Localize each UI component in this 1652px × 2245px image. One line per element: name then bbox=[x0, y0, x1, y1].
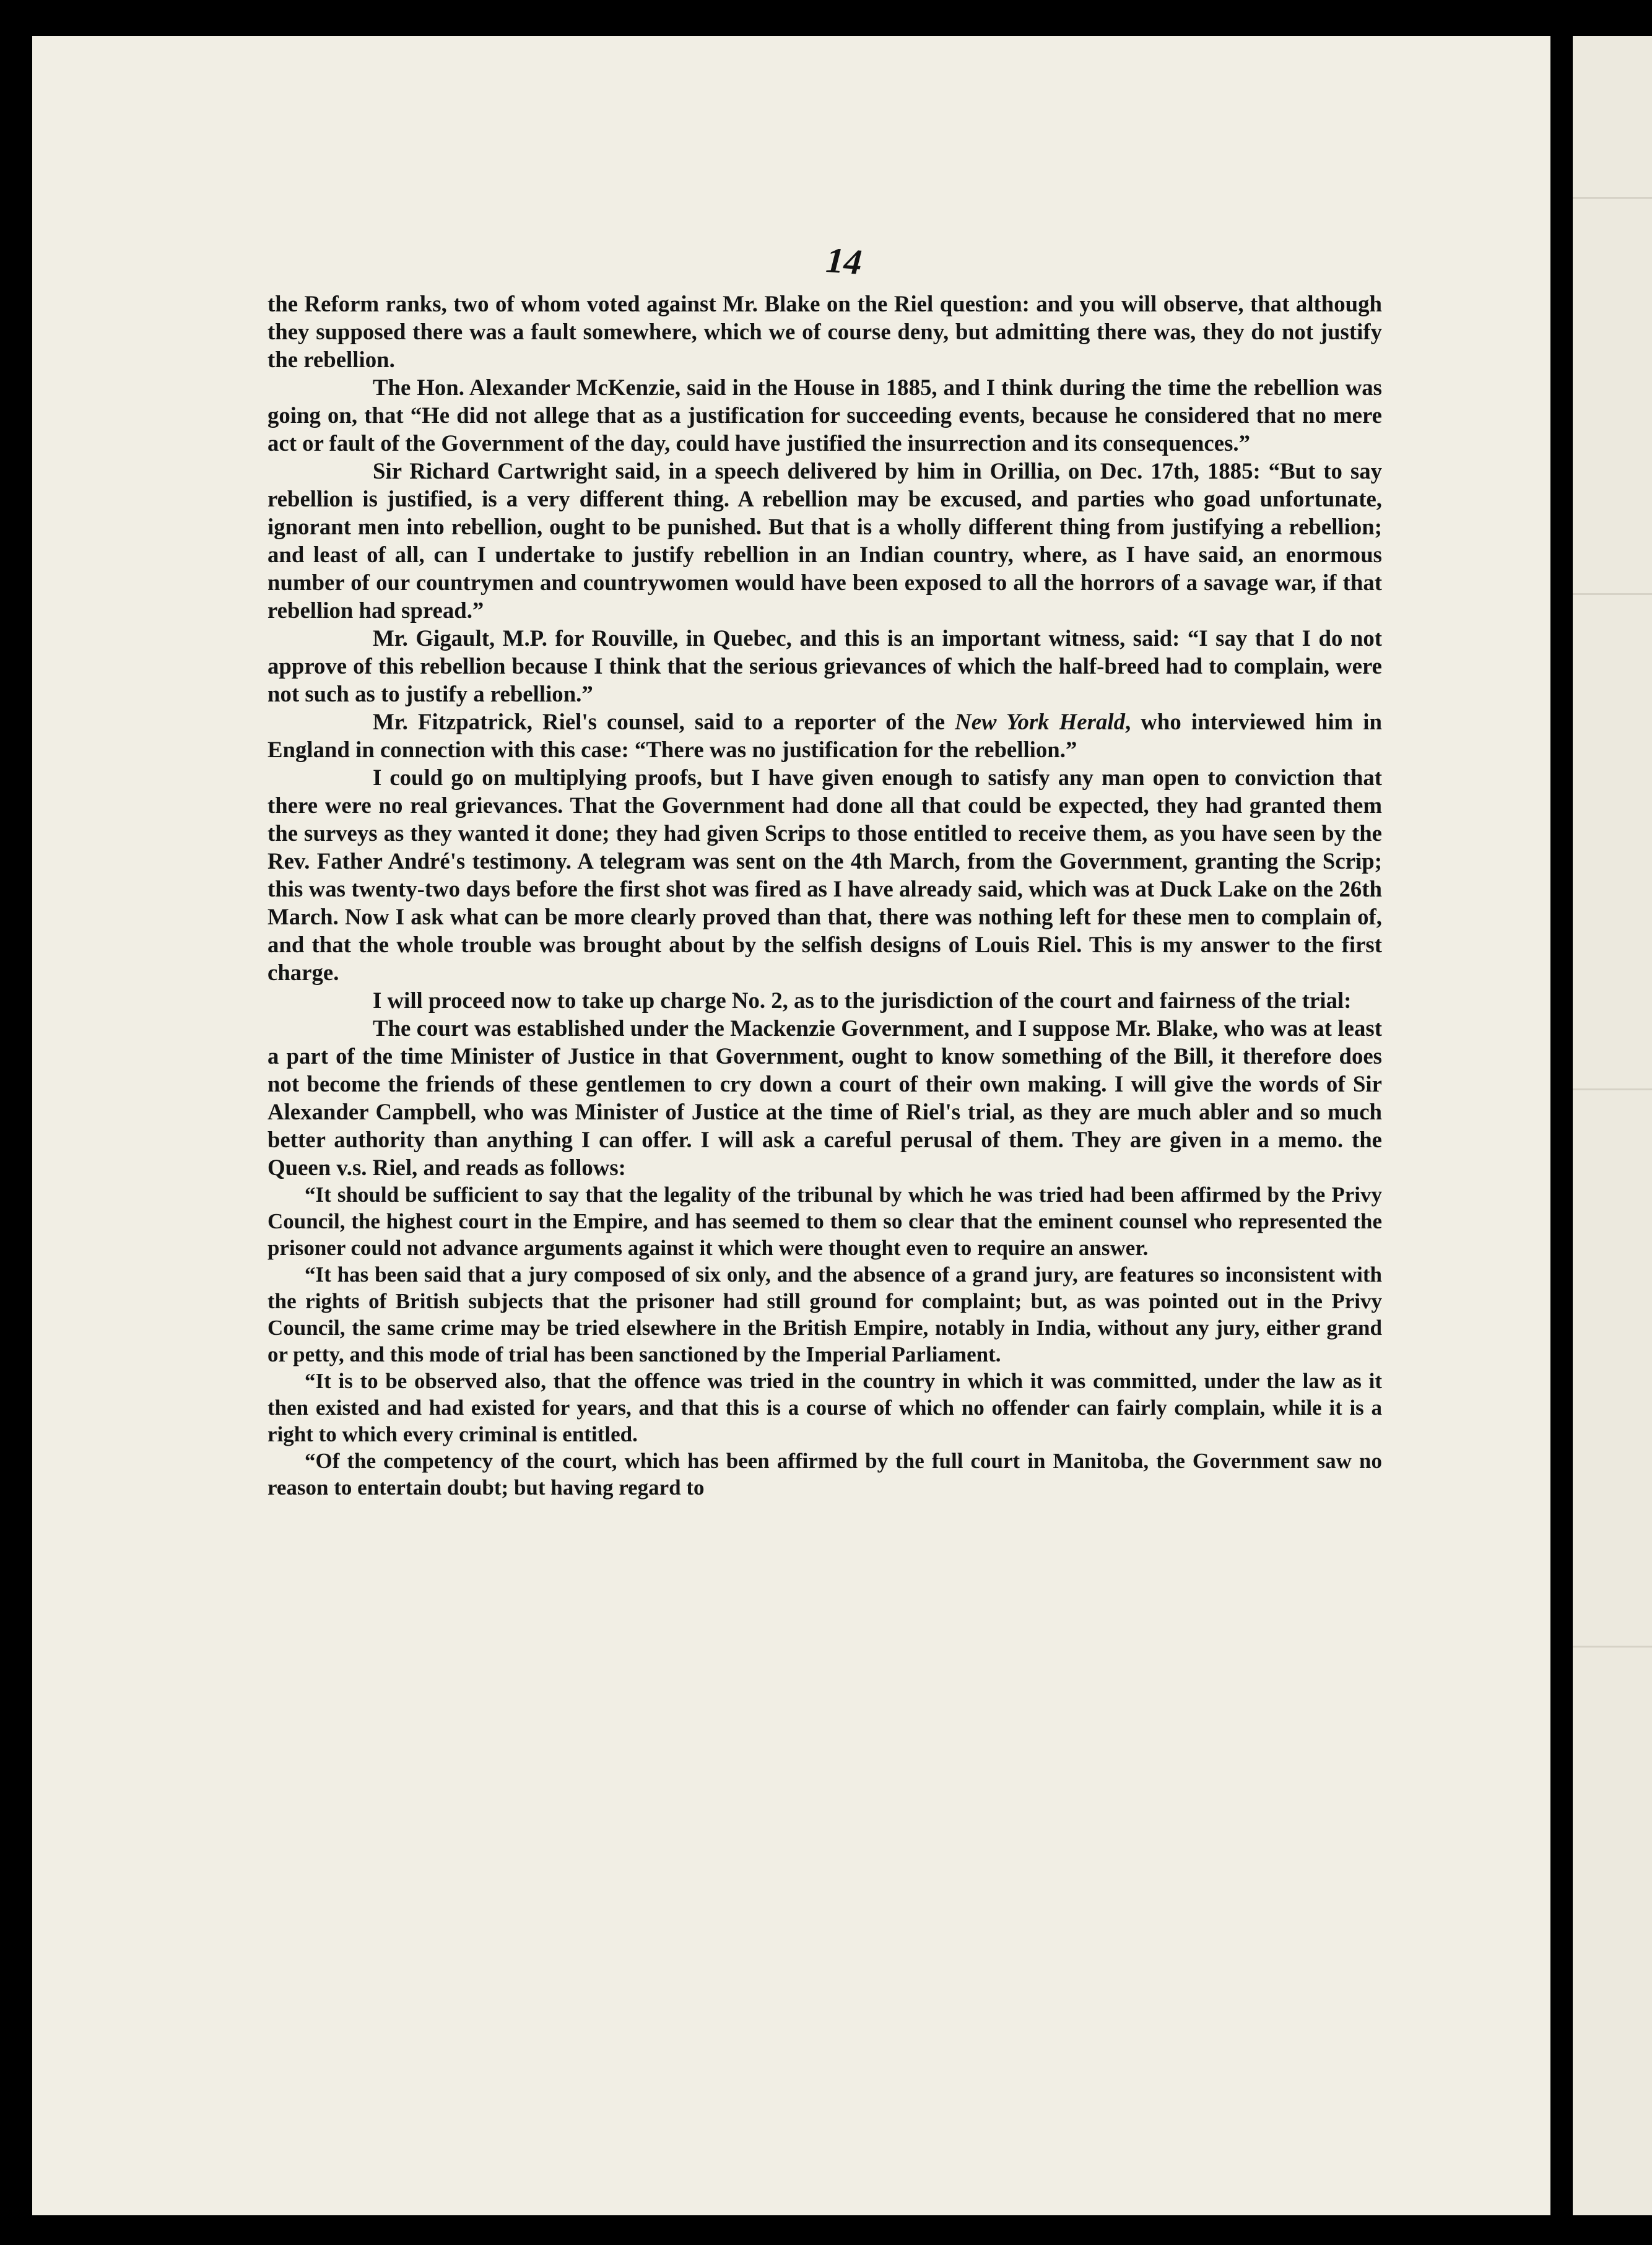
paragraph: the Reform ranks, two of whom voted against Mr. Blake on the Riel question: and you will observe, that although they supposed there was a fault somewhere, which we of course deny, but admitting there was, they do not justify the rebellion. bbox=[267, 291, 1382, 372]
paragraph: “Of the competency of the court, which has been affirmed by the full court in Manitoba, the Government saw no reason to entertain doubt; but having regard to bbox=[267, 1449, 1382, 1500]
paragraph: “It has been said that a jury composed of six only, and the absence of a grand jury, are features so inconsistent with the rights of British subjects that the prisoner had still ground for complaint; but, as was pointed out in the Privy Council, the same crime may be tried elsewhere in the British Empire, notably in India, without any jury, either grand or petty, and this mode of trial has been sanctioned by the Imperial Parliament. bbox=[267, 1262, 1382, 1366]
document-page bbox=[32, 36, 1550, 2215]
paragraph bbox=[267, 708, 1382, 763]
paragraph: The court was established under the Mackenzie Government, and I suppose Mr. Blake, who was at least a part of the time Minister of Justice in that Government, ought to know something of the Bill, it therefore does not become the friends of these gentlemen to cry down a court of their own making. I will give the words of Sir Alexander Campbell, who was Minister of Justice at the time of Riel's trial, as they are much abler and so much better authority than anything I can offer. I will ask a careful perusal of them. They are given in a memo. the Queen v.s. Riel, and reads as follows: bbox=[267, 1015, 1382, 1180]
body-text bbox=[267, 290, 1382, 1501]
paragraph-text: , who interviewed him in England in connection with this case: “There was no justification for the rebellion.” bbox=[267, 709, 1382, 762]
paragraph-text: Mr. Fitzpatrick, Riel's counsel, said to a reporter of the bbox=[373, 709, 955, 734]
paragraph: “It should be sufficient to say that the legality of the tribunal by which he was tried had been affirmed by the Privy Council, the highest court in the Empire, and has seemed to them so clear that the eminent counsel who represented the prisoner could not advance arguments against it which were thought even to require an answer. bbox=[267, 1183, 1382, 1260]
paragraph: I could go on multiplying proofs, but I have given enough to satisfy any man open to conviction that there were no real grievances. That the Government had done all that could be expected, they had granted them the surveys as they wanted it done; they had given Scrips to those entitled to receive them, as you have seen by the Rev. Father André's testimony. A telegram was sent on the 4th March, from the Government, granting the Scrip; this was twenty-two days before the first shot was fired as I have already said, which was at Duck Lake on the 26th March. Now I ask what can be more clearly proved than that, there was nothing left for these men to complain of, and that the whole trouble was brought about by the selfish designs of Louis Riel. This is my answer to the first charge. bbox=[267, 765, 1382, 985]
newspaper-title: New York Herald bbox=[955, 709, 1125, 734]
paragraph: Mr. Gigault, M.P. for Rouville, in Quebec, and this is an important witness, said: “I say that I do not approve of this rebellion because I think that the serious grievances of which the half-breed had to complain, were not such as to justify a rebellion.” bbox=[267, 625, 1382, 706]
paragraph: “It is to be observed also, that the offence was tried in the country in which it was committed, under the law as it then existed and had existed for years, and that this is a course of which no offender can fairly complain, while it is a right to which every criminal is entitled. bbox=[267, 1369, 1382, 1446]
page-number: 14 bbox=[824, 240, 864, 282]
facing-page-edge bbox=[1573, 36, 1652, 2215]
paragraph: I will proceed now to take up charge No. 2, as to the jurisdiction of the court and fairness of the trial: bbox=[373, 988, 1352, 1013]
paragraph: The Hon. Alexander McKenzie, said in the House in 1885, and I think during the time the rebellion was going on, that “He did not allege that as a justification for succeeding events, because he considered that no mere act or fault of the Government of the day, could have justified the insurrection and its consequences.” bbox=[267, 375, 1382, 456]
paragraph: Sir Richard Cartwright said, in a speech delivered by him in Orillia, on Dec. 17th, 1885: “But to say rebellion is justified, is a very different thing. A rebellion may be excused, and parties who goad unfortunate, ignorant men into rebellion, ought to be punished. But that is a wholly different thing from justifying a rebellion; and least of all, can I undertake to justify rebellion in an Indian country, where, as I have said, an enormous number of our countrymen and countrywomen would have been exposed to all the horrors of a savage war, if that rebellion had spread.” bbox=[267, 458, 1382, 623]
